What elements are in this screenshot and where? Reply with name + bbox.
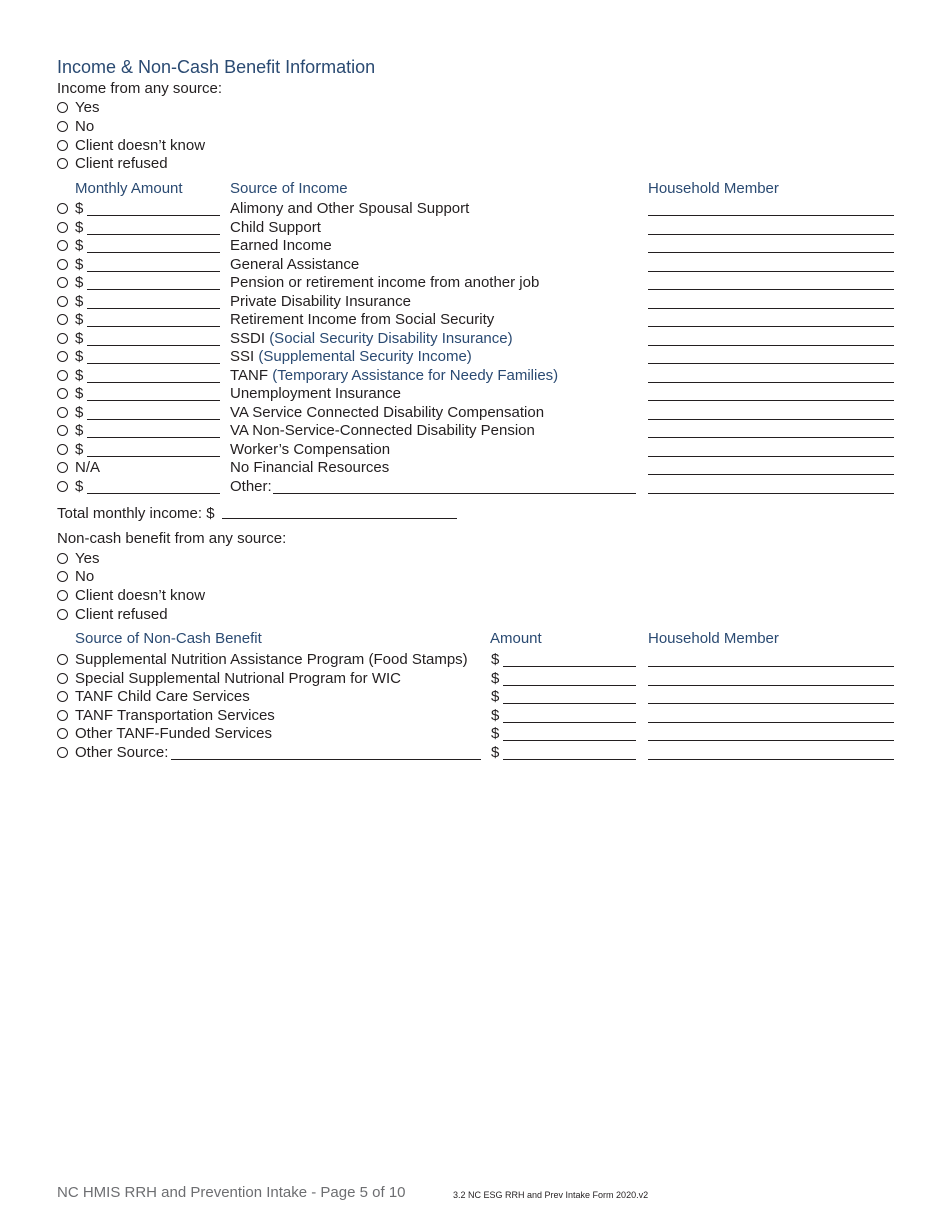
income-row-member-input[interactable] [648, 382, 894, 383]
noncash-row-radio[interactable] [57, 710, 68, 721]
income-row-currency: $ [75, 311, 84, 328]
noncash-row-member-input[interactable] [648, 666, 894, 667]
income-row-source [230, 330, 513, 348]
noncash-row-radio[interactable] [57, 747, 68, 758]
income-row-source [230, 404, 544, 422]
income-row-radio[interactable] [57, 222, 68, 233]
income-row-radio[interactable] [57, 240, 68, 251]
noncash-option-refused-radio[interactable] [57, 609, 68, 620]
noncash-option-dont-know-radio[interactable] [57, 590, 68, 601]
income-row-amount-input[interactable] [87, 400, 220, 401]
income-row-source [230, 274, 539, 292]
noncash-row-member-input[interactable] [648, 740, 894, 741]
noncash-question: Non-cash benefit from any source: [57, 530, 287, 547]
income-row-radio[interactable] [57, 444, 68, 455]
noncash-header-member: Household Member [648, 630, 779, 647]
income-row-amount-input[interactable] [87, 382, 220, 383]
income-row-currency: $ [75, 404, 84, 421]
noncash-row-amount-input[interactable] [503, 703, 636, 704]
income-row-source [230, 385, 401, 403]
income-row-source [230, 200, 469, 218]
income-row-currency: $ [75, 293, 84, 310]
income-row-radio[interactable] [57, 259, 68, 270]
income-row-source-name: Alimony and Other Spousal Support [230, 200, 470, 217]
noncash-row-currency: $ [491, 670, 500, 687]
income-row-radio[interactable] [57, 314, 68, 325]
income-header-amount: Monthly Amount [75, 180, 183, 197]
noncash-row-amount-input[interactable] [503, 722, 636, 723]
noncash-row-currency: $ [491, 688, 500, 705]
noncash-header-amount: Amount [490, 630, 542, 647]
income-row-member-input[interactable] [648, 215, 894, 216]
income-header-source: Source of Income [230, 180, 348, 197]
income-row-source [230, 367, 558, 385]
income-row-currency: $ [75, 330, 84, 347]
income-row-currency: $ [75, 219, 84, 236]
total-income-label: Total monthly income: $ [57, 505, 215, 522]
noncash-row-radio[interactable] [57, 691, 68, 702]
income-row-member-input[interactable] [648, 326, 894, 327]
income-row-radio[interactable] [57, 481, 68, 492]
income-row-currency: $ [75, 274, 84, 291]
income-row-source-name: Unemployment Insurance [230, 385, 401, 402]
income-row-member-input[interactable] [648, 345, 894, 346]
noncash-option-refused-label: Client refused [75, 606, 168, 623]
income-row-source-name: Earned Income [230, 237, 332, 254]
income-option-refused-radio[interactable] [57, 158, 68, 169]
income-row-source-name: Pension or retirement income from another job [230, 274, 540, 291]
income-other-specify-input[interactable] [273, 493, 636, 494]
income-row-currency: $ [75, 385, 84, 402]
noncash-row-amount-input[interactable] [503, 666, 636, 667]
noncash-row-currency: $ [491, 725, 500, 742]
income-row-source-name: Private Disability Insurance [230, 293, 411, 310]
noncash-option-no-label: No [75, 568, 95, 585]
income-row-radio[interactable] [57, 388, 68, 399]
noncash-row-radio[interactable] [57, 673, 68, 684]
income-row-radio[interactable] [57, 277, 68, 288]
income-option-yes-label: Yes [75, 99, 100, 116]
income-row-source [230, 441, 390, 459]
income-row-source [230, 422, 535, 440]
income-row-amount-input[interactable] [87, 252, 220, 253]
income-row-na-label: N/A [75, 459, 101, 476]
income-row-amount-input[interactable] [87, 271, 220, 272]
noncash-header-source: Source of Non-Cash Benefit [75, 630, 262, 647]
income-row-amount-input[interactable] [87, 345, 220, 346]
noncash-row-member-input[interactable] [648, 685, 894, 686]
noncash-row-amount-input[interactable] [503, 740, 636, 741]
income-option-dont-know-label: Client doesn’t know [75, 137, 206, 154]
income-row-member-input[interactable] [648, 271, 894, 272]
income-row-currency: $ [75, 237, 84, 254]
income-row-source-name: TANF [230, 367, 269, 384]
noncash-row-radio[interactable] [57, 728, 68, 739]
income-row-currency: $ [75, 478, 84, 495]
noncash-row-amount-input[interactable] [503, 685, 636, 686]
income-row-amount-input[interactable] [87, 215, 220, 216]
income-option-no-radio[interactable] [57, 121, 68, 132]
income-row-radio[interactable] [57, 370, 68, 381]
income-row-member-input[interactable] [648, 363, 894, 364]
income-row-member-input[interactable] [648, 252, 894, 253]
noncash-row-source: TANF Child Care Services [75, 688, 250, 705]
income-option-no-label: No [75, 118, 95, 135]
noncash-row-currency: $ [491, 707, 500, 724]
income-row-source-name: SSI [230, 348, 255, 365]
noncash-row-source: Other Source: [75, 744, 169, 761]
noncash-option-no-radio[interactable] [57, 571, 68, 582]
income-row-member-input[interactable] [648, 289, 894, 290]
income-row-amount-input[interactable] [87, 234, 220, 235]
noncash-row-source: Special Supplemental Nutrional Program for WIC [75, 670, 401, 687]
noncash-option-yes-radio[interactable] [57, 553, 68, 564]
income-option-refused-label: Client refused [75, 155, 168, 172]
income-row-amount-input[interactable] [87, 326, 220, 327]
income-option-yes-radio[interactable] [57, 102, 68, 113]
income-row-member-input[interactable] [648, 400, 894, 401]
income-row-amount-input[interactable] [87, 456, 220, 457]
income-row-currency: $ [75, 422, 84, 439]
income-option-dont-know-radio[interactable] [57, 140, 68, 151]
income-row-currency: $ [75, 200, 84, 217]
income-row-source [230, 459, 389, 477]
income-row-source [230, 256, 359, 274]
income-row-currency: $ [75, 348, 84, 365]
footer-form-code: 3.2 NC ESG RRH and Prev Intake Form 2020.v2 [453, 1190, 649, 1200]
noncash-row-source: TANF Transportation Services [75, 707, 275, 724]
noncash-option-yes-label: Yes [75, 550, 100, 567]
income-row-amount-input[interactable] [87, 437, 220, 438]
noncash-row-radio[interactable] [57, 654, 68, 665]
income-row-source-name: Other: [230, 478, 272, 495]
income-row-source [230, 237, 332, 255]
noncash-option-dont-know-label: Client doesn’t know [75, 587, 206, 604]
income-row-radio[interactable] [57, 203, 68, 214]
income-header-member: Household Member [648, 180, 779, 197]
income-row-source-note: (Supplemental Security Income) [258, 348, 472, 365]
income-row-radio[interactable] [57, 425, 68, 436]
income-row-source [230, 311, 494, 329]
noncash-other-specify-input[interactable] [171, 759, 481, 760]
noncash-row-currency: $ [491, 744, 500, 761]
income-row-member-input[interactable] [648, 308, 894, 309]
income-row-source [230, 478, 272, 496]
income-row-amount-input[interactable] [87, 419, 220, 420]
noncash-row-source: Supplemental Nutrition Assistance Program (Food Stamps) [75, 651, 468, 668]
income-row-member-input[interactable] [648, 437, 894, 438]
income-row-member-input[interactable] [648, 234, 894, 235]
income-row-radio[interactable] [57, 333, 68, 344]
income-row-source-name: Worker’s Compensation [230, 441, 391, 458]
income-row-amount-input[interactable] [87, 493, 220, 494]
income-row-member-input[interactable] [648, 474, 894, 475]
income-row-source [230, 219, 321, 237]
income-row-source-name: No Financial Resources [230, 459, 390, 476]
footer-page-label: NC HMIS RRH and Prevention Intake - Page 5 of 10 [57, 1184, 406, 1201]
income-row-member-input[interactable] [648, 493, 894, 494]
income-row-source-note: (Temporary Assistance for Needy Families) [272, 367, 559, 384]
income-row-currency: $ [75, 256, 84, 273]
income-row-amount-input[interactable] [87, 363, 220, 364]
income-question: Income from any source: [57, 80, 223, 97]
income-row-radio[interactable] [57, 351, 68, 362]
noncash-row-member-input[interactable] [648, 703, 894, 704]
income-row-amount-input[interactable] [87, 308, 220, 309]
income-row-radio[interactable] [57, 296, 68, 307]
income-row-currency: $ [75, 441, 84, 458]
noncash-row-member-input[interactable] [648, 722, 894, 723]
noncash-row-amount-input[interactable] [503, 759, 636, 760]
income-row-source-name: Child Support [230, 219, 321, 236]
income-row-source-name: VA Service Connected Disability Compensation [230, 404, 545, 421]
income-row-radio[interactable] [57, 462, 68, 473]
noncash-row-member-input[interactable] [648, 759, 894, 760]
income-row-source [230, 348, 472, 366]
noncash-row-source: Other TANF-Funded Services [75, 725, 273, 742]
income-row-member-input[interactable] [648, 419, 894, 420]
income-row-currency: $ [75, 367, 84, 384]
income-row-source-name: VA Non-Service-Connected Disability Pension [230, 422, 535, 439]
income-row-member-input[interactable] [648, 456, 894, 457]
income-row-source-note: (Social Security Disability Insurance) [269, 330, 513, 347]
total-income-input[interactable] [222, 518, 457, 519]
income-row-source-name: General Assistance [230, 256, 360, 273]
income-row-amount-input[interactable] [87, 289, 220, 290]
income-row-source-name: SSDI [230, 330, 266, 347]
section-title: Income & Non-Cash Benefit Information [57, 57, 376, 77]
income-row-radio[interactable] [57, 407, 68, 418]
income-row-source-name: Retirement Income from Social Security [230, 311, 495, 328]
noncash-row-currency: $ [491, 651, 500, 668]
income-row-source [230, 293, 411, 311]
